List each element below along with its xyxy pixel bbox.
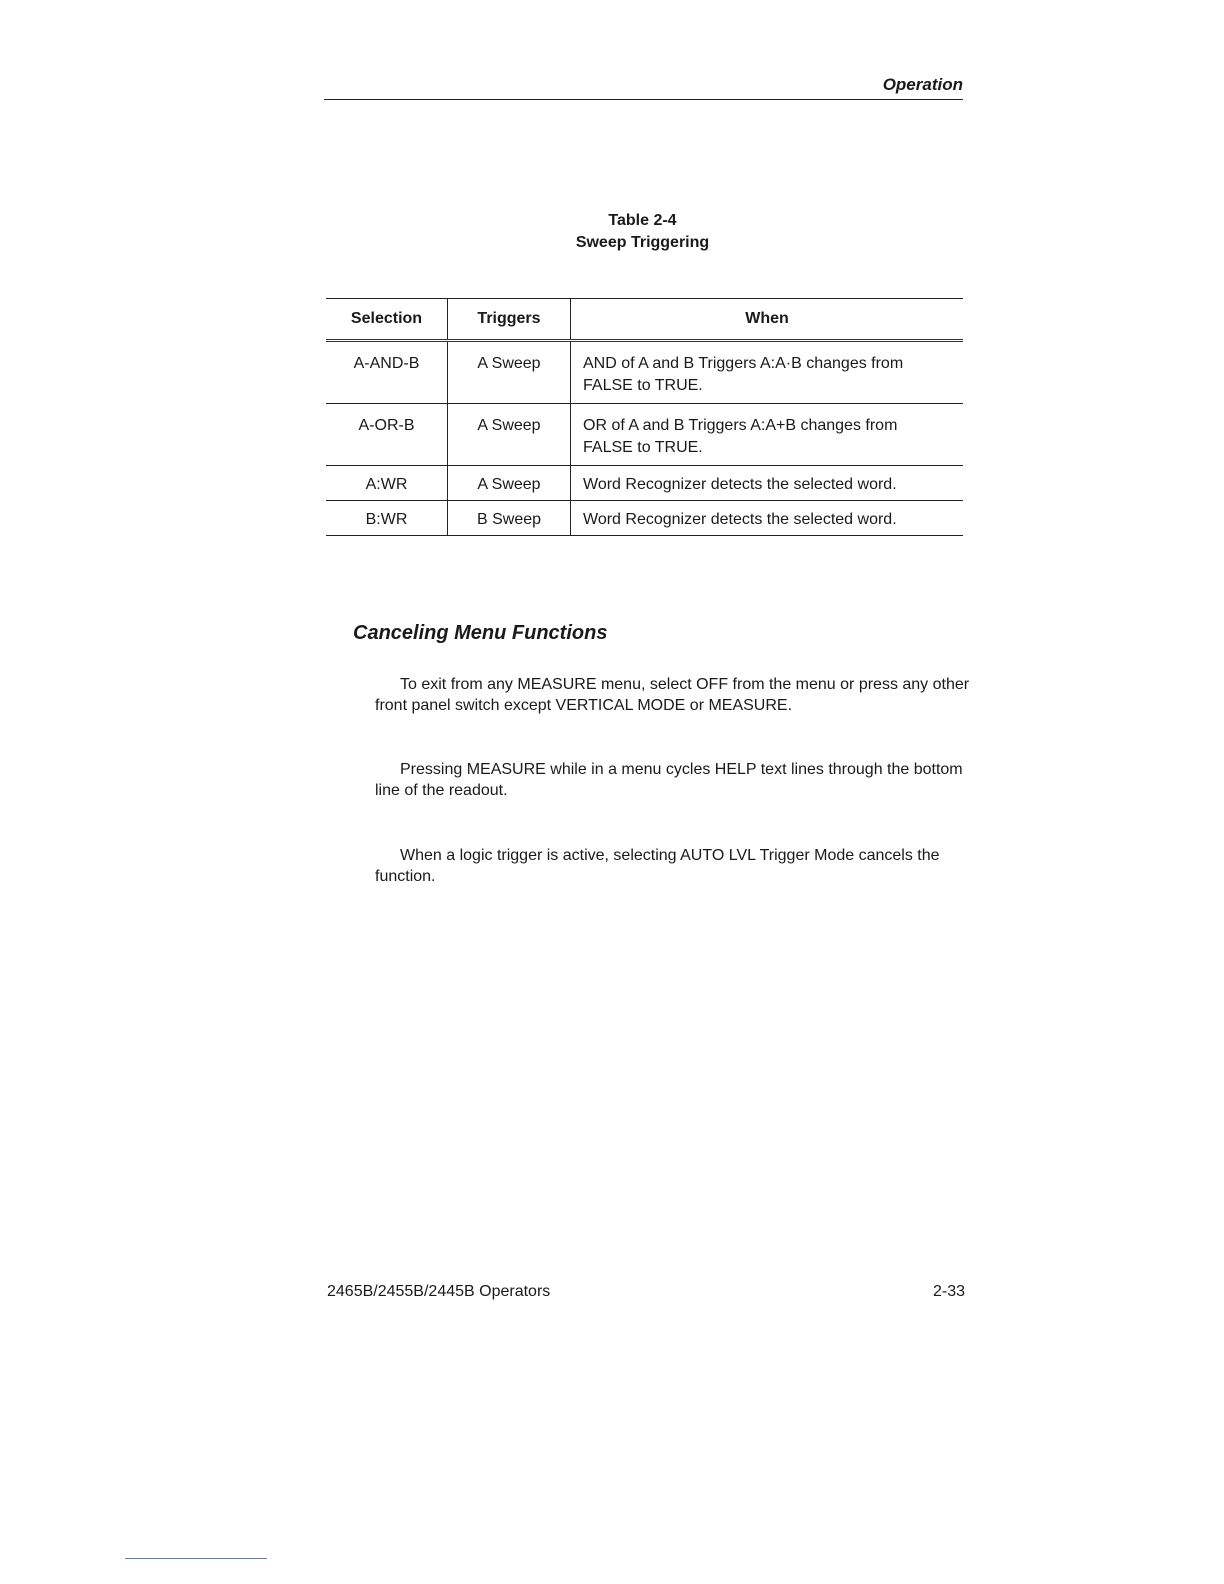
cell-selection: A-AND-B — [326, 341, 448, 404]
header-rule — [324, 99, 963, 100]
header-selection: Selection — [326, 299, 448, 341]
header-when: When — [571, 299, 964, 341]
table-header-row — [326, 299, 963, 341]
table-caption-number: Table 2-4 — [608, 212, 677, 229]
paragraph-exit-menu: To exit from any MEASURE menu, select OFF from the menu or press any other front panel switch except VERTICAL MODE or MEASURE. — [375, 676, 970, 714]
table-row — [326, 404, 963, 466]
table-row — [326, 501, 963, 536]
cell-when-line: AND of A and B Triggers A:A·B changes from — [583, 355, 904, 372]
cell-when — [571, 341, 964, 404]
cell-when-line: FALSE to TRUE. — [583, 377, 703, 394]
cell-when-line: FALSE to TRUE. — [583, 439, 703, 456]
cell-when: Word Recognizer detects the selected word. — [571, 501, 964, 536]
cell-selection: A:WR — [326, 466, 448, 501]
table-caption — [440, 210, 845, 254]
sweep-triggering-table — [326, 298, 963, 536]
cell-triggers: A Sweep — [448, 341, 571, 404]
cell-when — [571, 404, 964, 466]
table-caption-title: Sweep Triggering — [575, 234, 710, 251]
cell-triggers: B Sweep — [448, 501, 571, 536]
running-header-title: Operation — [882, 75, 963, 94]
cell-triggers: A Sweep — [448, 466, 571, 501]
table-row — [326, 466, 963, 501]
header-triggers: Triggers — [448, 299, 571, 341]
cell-selection: B:WR — [326, 501, 448, 536]
section-heading: Canceling Menu Functions — [353, 622, 608, 644]
cell-when: Word Recognizer detects the selected word. — [571, 466, 964, 501]
cell-selection: A-OR-B — [326, 404, 448, 466]
cell-triggers: A Sweep — [448, 404, 571, 466]
cell-when-line: OR of A and B Triggers A:A+B changes from — [583, 417, 898, 434]
footer-manual-title: 2465B/2455B/2445B Operators — [327, 1283, 551, 1300]
paragraph-help-text: Pressing MEASURE while in a menu cycles HELP text lines through the bottom line of the readout. — [375, 761, 963, 799]
table-row — [326, 341, 963, 404]
scan-edge-mark — [125, 1558, 267, 1559]
paragraph-logic-trigger: When a logic trigger is active, selecting AUTO LVL Trigger Mode cancels the function. — [375, 847, 940, 885]
footer-page-number: 2-33 — [932, 1283, 965, 1300]
